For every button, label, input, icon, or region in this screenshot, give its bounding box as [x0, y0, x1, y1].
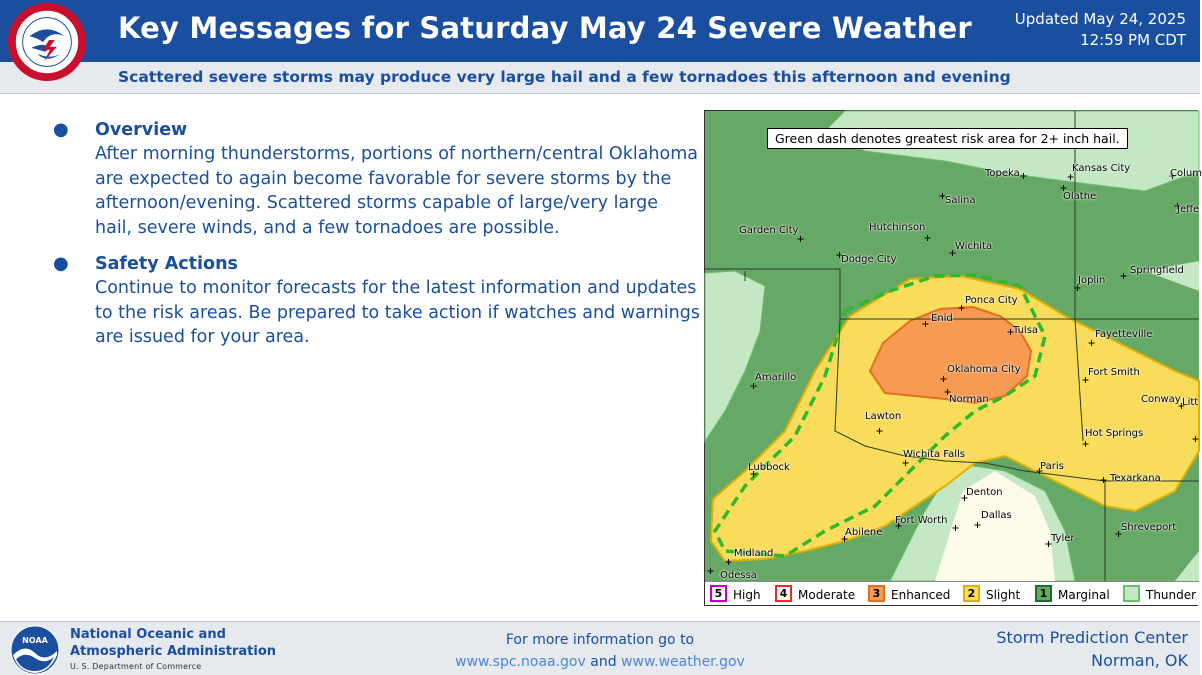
legend-swatch: 4 — [775, 585, 792, 602]
city-label: Olathe — [1063, 191, 1097, 202]
city-label: Ponca City — [965, 295, 1018, 306]
city-label: Denton — [966, 487, 1003, 498]
office-name: Storm Prediction Center — [996, 628, 1188, 647]
spc-link[interactable]: www.spc.noaa.gov — [455, 654, 586, 670]
overview-title: Overview — [95, 120, 188, 140]
legend-label: High — [733, 588, 761, 602]
city-label: Colum — [1170, 168, 1202, 179]
legend-high — [710, 585, 780, 603]
nws-logo-icon — [8, 3, 86, 81]
legend-label: Thunder — [1146, 588, 1197, 602]
legend-label: Slight — [986, 588, 1021, 602]
city-label: Texarkana — [1110, 473, 1161, 484]
city-label: Lawton — [865, 411, 902, 422]
safety-section — [40, 252, 700, 350]
city-label: Hutchinson — [869, 222, 926, 233]
risk-map-graphic — [705, 111, 1199, 583]
city-label: Jeffe — [1177, 204, 1200, 215]
legend-thunder — [1123, 585, 1199, 603]
city-label: Oklahoma City — [947, 364, 1021, 375]
safety-title: Safety Actions — [95, 254, 238, 274]
city-label: Joplin — [1078, 275, 1106, 286]
legend-enhanced — [868, 585, 958, 603]
noaa-name — [70, 626, 276, 674]
city-label: Odessa — [720, 570, 757, 581]
city-label: Fort Worth — [895, 515, 948, 526]
city-label: Tulsa — [1013, 325, 1039, 336]
legend-label: Marginal — [1058, 588, 1110, 602]
legend-swatch: 3 — [868, 585, 885, 602]
key-messages — [40, 118, 700, 362]
more-info — [455, 629, 745, 673]
office-info — [996, 626, 1188, 672]
city-label: Topeka — [985, 168, 1020, 179]
bullet-icon: ● — [53, 119, 69, 140]
city-label: Abilene — [845, 527, 883, 538]
city-label: Garden City — [739, 225, 799, 236]
page-title: Key Messages for Saturday May 24 Severe Weather — [118, 11, 972, 45]
city-label: Lubbock — [748, 462, 790, 473]
city-label: Dodge City — [841, 254, 897, 265]
city-label: Midland — [734, 548, 774, 559]
legend-slight — [963, 585, 1033, 603]
city-label: Litt — [1182, 397, 1199, 408]
noaa-line2: Atmospheric Administration — [70, 644, 277, 659]
noaa-line1: National Oceanic and — [70, 627, 226, 642]
city-label: Amarillo — [755, 372, 797, 383]
page-subtitle: Scattered severe storms may produce very large hail and a few tornadoes this afternoon and evening — [118, 68, 1011, 86]
legend-label: Enhanced — [891, 588, 951, 602]
more-info-label: For more information go to — [505, 632, 695, 648]
legend-moderate — [775, 585, 865, 603]
overview-section — [40, 118, 700, 240]
legend-marginal — [1035, 585, 1120, 603]
city-label: Norman — [949, 394, 989, 405]
footer-bar — [0, 621, 1200, 675]
noaa-line3: U. S. Department of Commerce — [70, 662, 202, 671]
legend-swatch — [1123, 585, 1140, 602]
updated-timestamp — [1015, 9, 1186, 51]
city-label: Paris — [1040, 461, 1064, 472]
noaa-logo-text: NOAA — [22, 636, 48, 645]
more-info-links — [455, 651, 745, 673]
city-label: Springfield — [1130, 265, 1184, 276]
city-label: Wichita — [955, 241, 993, 252]
city-label: Hot Springs — [1085, 428, 1144, 439]
map-note: Green dash denotes greatest risk area for 2+ inch hail. — [767, 128, 1128, 149]
city-label: Conway — [1141, 394, 1181, 405]
legend-label: Moderate — [798, 588, 856, 602]
city-label: Dallas — [981, 510, 1012, 521]
city-label: Enid — [931, 313, 953, 324]
legend-swatch: 2 — [963, 585, 980, 602]
office-location: Norman, OK — [1091, 651, 1188, 670]
safety-text: Continue to monitor forecasts for the latest information and updates to the risk areas. Be prepared to take action if watches and warnings are issued for your area. — [95, 278, 700, 347]
link-and: and — [590, 654, 622, 670]
weather-gov-link[interactable]: www.weather.gov — [621, 654, 745, 670]
noaa-logo-icon — [10, 625, 60, 675]
city-label: Tyler — [1051, 533, 1075, 544]
header-bar — [0, 0, 1200, 62]
city-label: Wichita Falls — [903, 449, 966, 460]
city-label: Fayetteville — [1095, 329, 1153, 340]
city-label: Salina — [945, 195, 976, 206]
bullet-icon: ● — [53, 253, 69, 274]
legend-swatch: 5 — [710, 585, 727, 602]
city-label: Fort Smith — [1088, 367, 1140, 378]
city-label: Shreveport — [1121, 522, 1177, 533]
risk-legend — [705, 581, 1199, 605]
overview-text: After morning thunderstorms, portions of northern/central Oklahoma are expected to again become favorable for severe storms by the afternoon/evening. Scattered storms capable of large/very large hail, severe winds, and a few tornadoes are possible. — [95, 144, 698, 238]
legend-swatch: 1 — [1035, 585, 1052, 602]
updated-date: Updated May 24, 2025 — [1014, 10, 1186, 28]
subheader-bar — [0, 62, 1200, 94]
city-label: Kansas City — [1072, 163, 1131, 174]
outlook-map — [704, 110, 1202, 606]
updated-time: 12:59 PM CDT — [1080, 31, 1186, 49]
